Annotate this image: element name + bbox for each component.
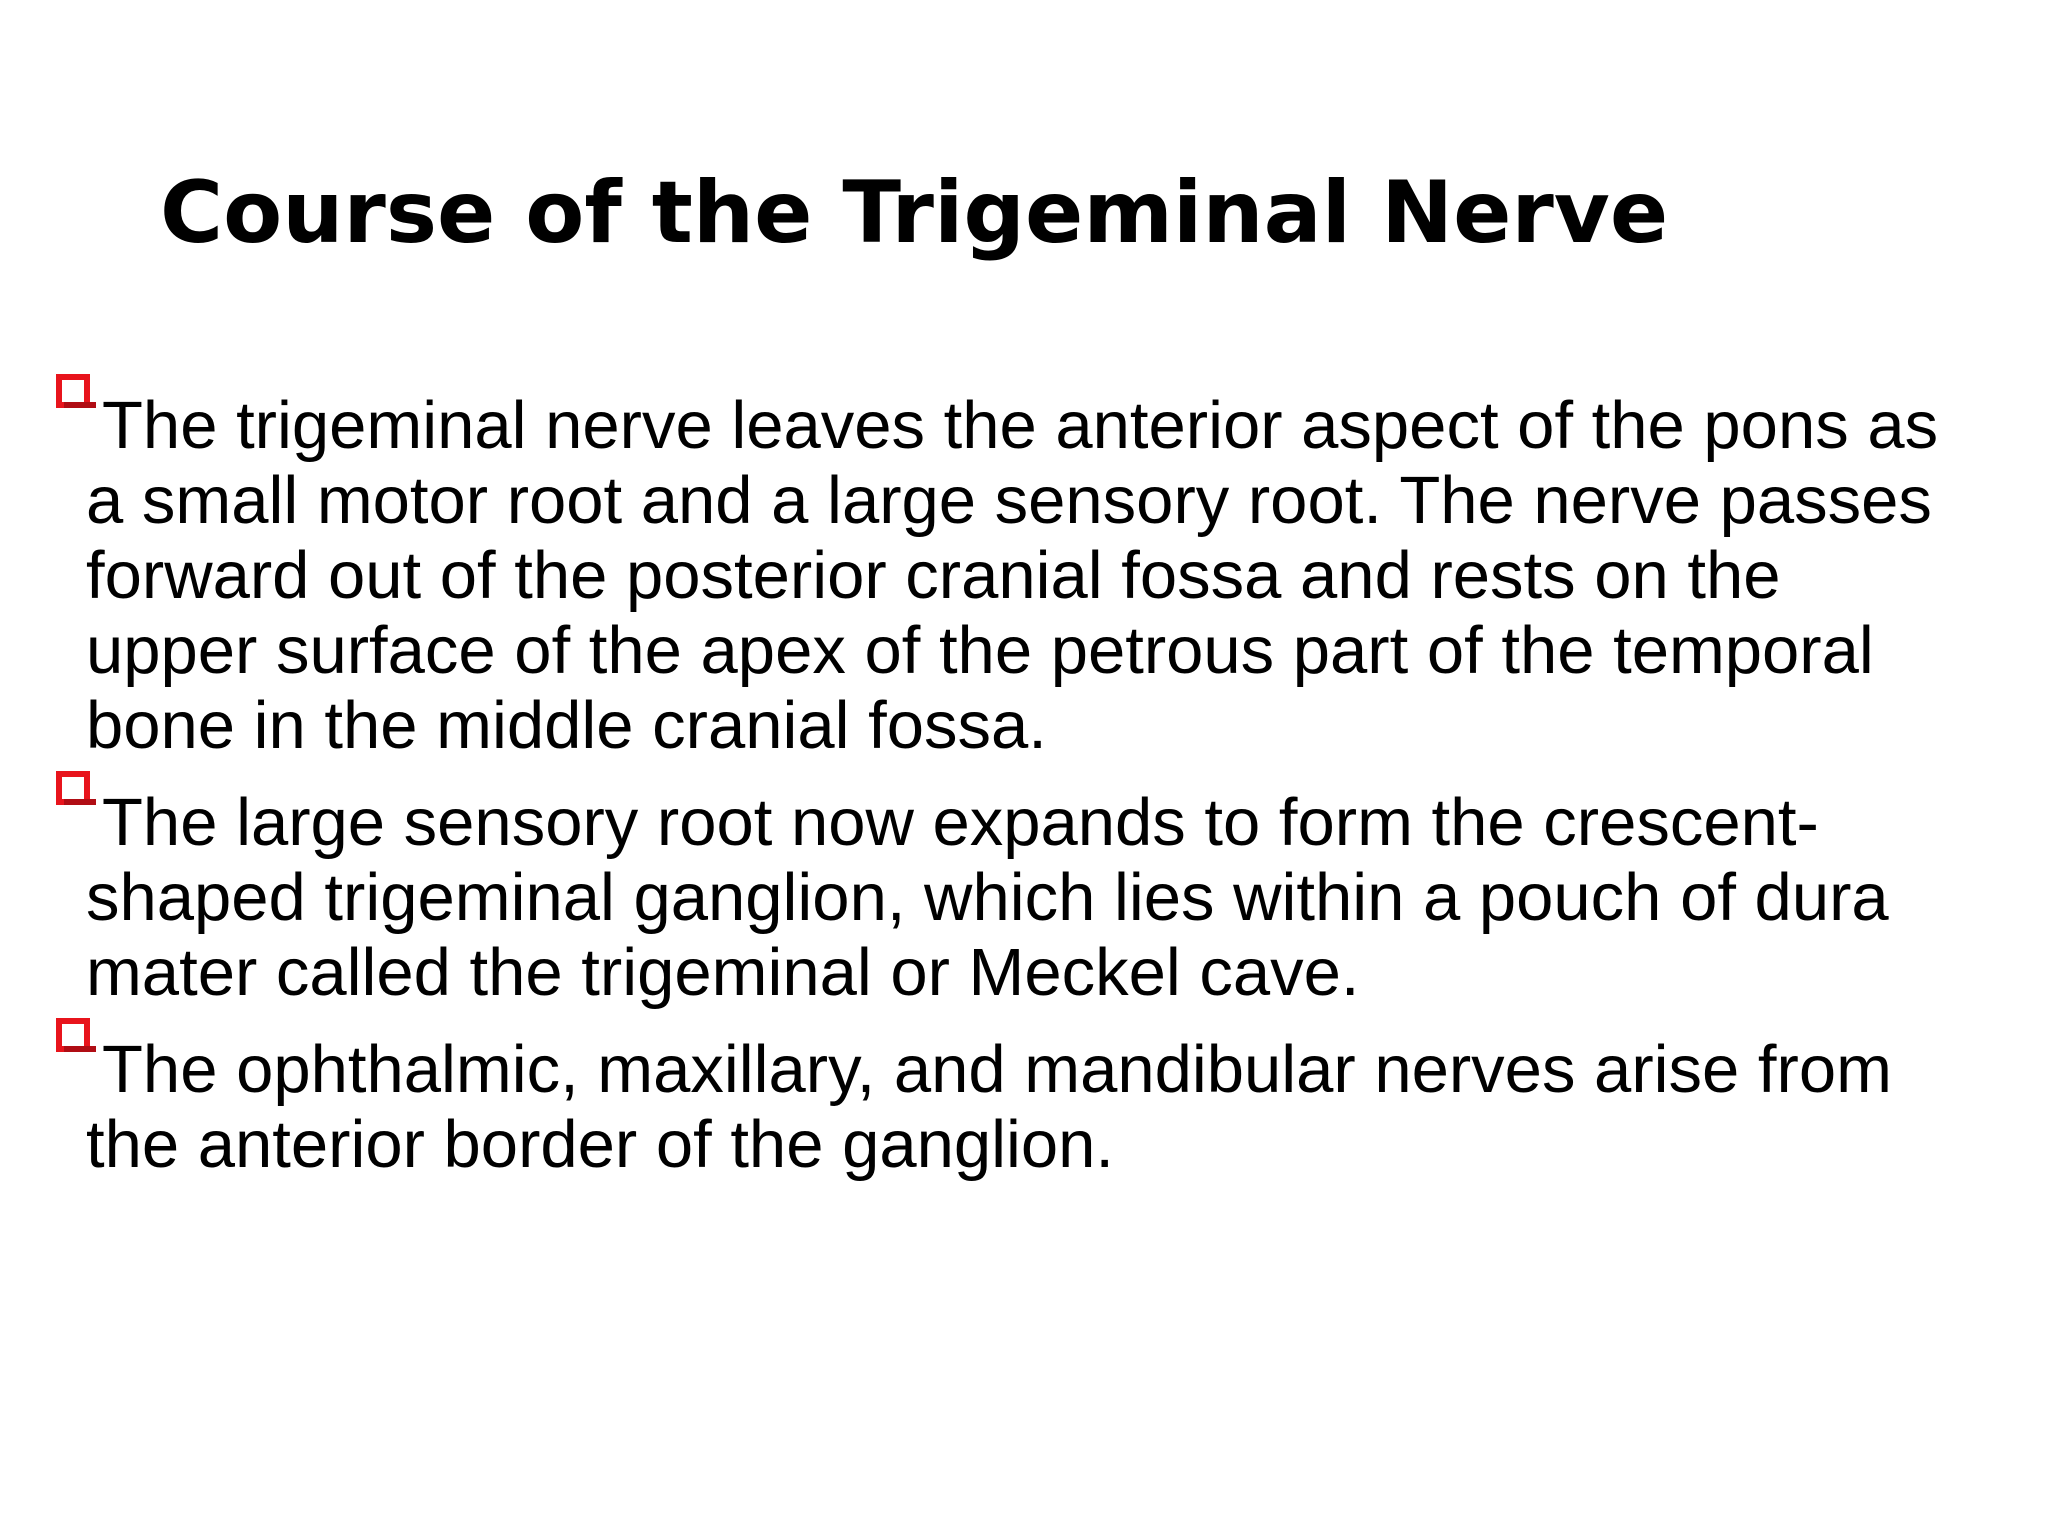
bullet-text: The trigeminal nerve leaves the anterior aspect of the pons as a small motor root and a large sensory root. The nerve passes forward out of the posterior cranial fossa and rests on the upper surface of the apex of the petrous part of the temporal bone in the middle cranial fossa. <box>86 388 1939 763</box>
checkbox-bullet-icon <box>52 1046 102 1092</box>
bullet-list <box>52 388 2022 1204</box>
bullet-item <box>52 785 2022 1010</box>
slide-title: Course of the Trigeminal Nerve <box>160 163 1669 263</box>
checkbox-bullet-icon <box>52 799 102 845</box>
bullet-text: The large sensory root now expands to form the crescent- shaped trigeminal ganglion, which lies within a pouch of dura mater called the trigeminal or Meckel cave. <box>86 785 1889 1010</box>
bullet-item <box>52 388 2022 763</box>
bullet-text: The ophthalmic, maxillary, and mandibular nerves arise from the anterior border of the ganglion. <box>86 1032 1892 1182</box>
checkbox-bullet-icon <box>52 402 102 448</box>
bullet-item <box>52 1032 2022 1182</box>
